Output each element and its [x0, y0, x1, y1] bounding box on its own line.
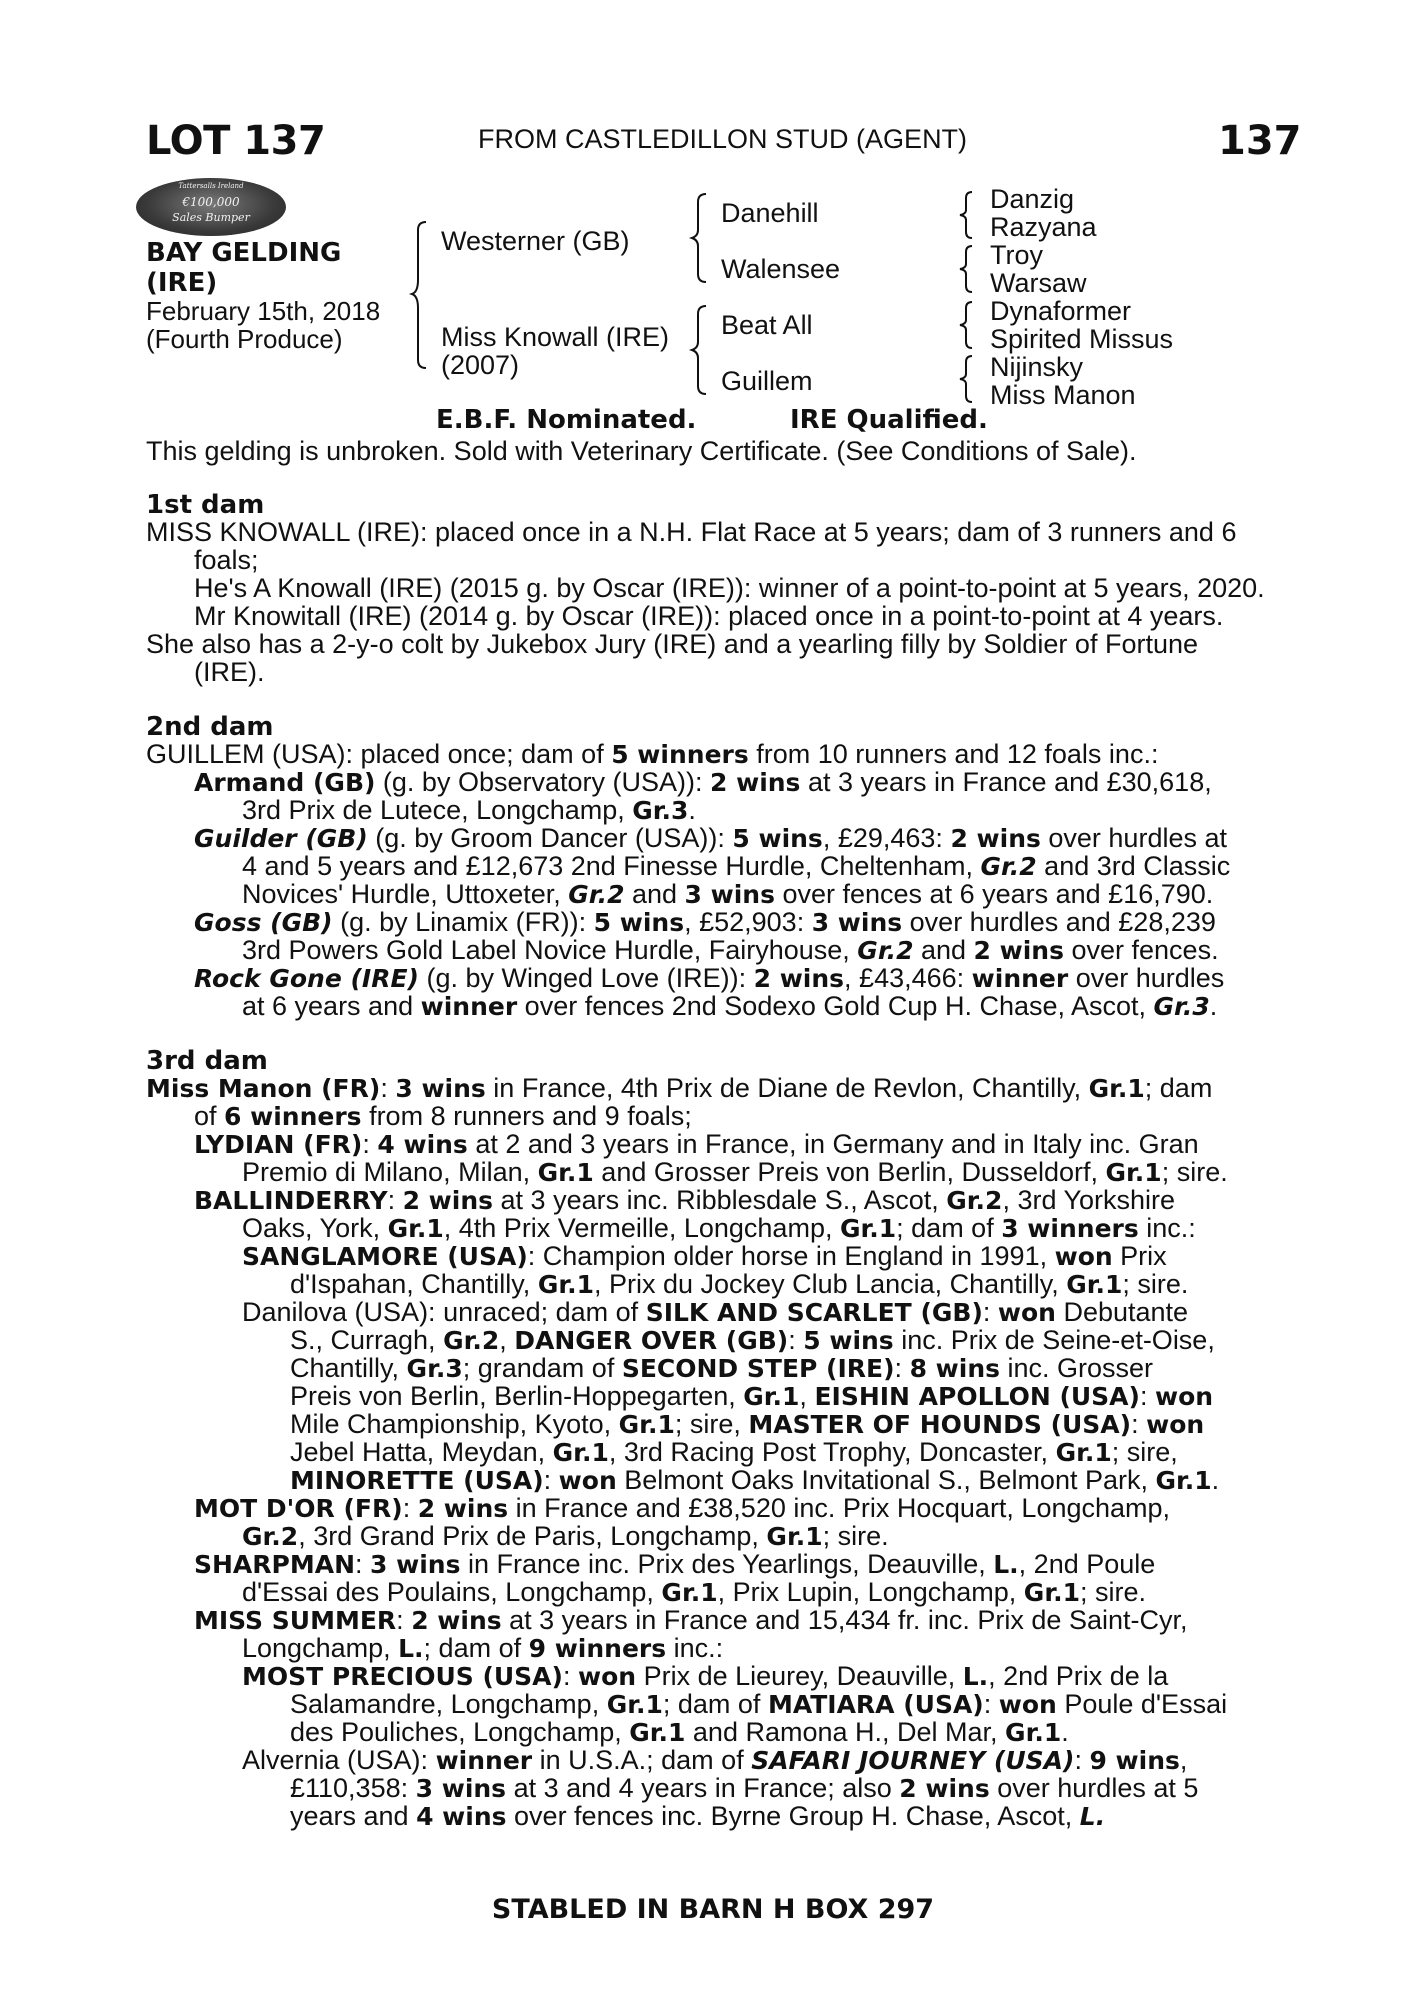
third-dam-line: years and 4 wins over fences inc. Byrne Group H. Chase, Ascot, L.: [290, 1801, 1106, 1831]
pedigree-bracket-sire: [692, 192, 712, 284]
third-dam-line: Mile Championship, Kyoto, Gr.1; sire, MASTER OF HOUNDS (USA): won: [290, 1409, 1205, 1439]
pedigree-g3-5: Dynaformer: [990, 296, 1132, 326]
ebf-nominated: E.B.F. Nominated.: [436, 405, 697, 435]
foaling-date: February 15th, 2018: [146, 296, 381, 326]
third-dam-line: Chantilly, Gr.3; grandam of SECOND STEP (IRE): 8 wins inc. Grosser: [290, 1353, 1154, 1383]
third-dam-line: MOST PRECIOUS (USA): won Prix de Lieurey, Deauville, L., 2nd Prix de la: [242, 1661, 1169, 1691]
pedigree-sire-sire: Danehill: [721, 198, 819, 228]
pedigree-sire: Westerner (GB): [441, 226, 630, 256]
third-dam-line: des Pouliches, Longchamp, Gr.1 and Ramona H., Del Mar, Gr.1.: [290, 1717, 1069, 1747]
third-dam-heading: 3rd dam: [146, 1046, 268, 1076]
third-dam-line: BALLINDERRY: 2 wins at 3 years inc. Ribblesdale S., Ascot, Gr.2, 3rd Yorkshire: [194, 1185, 1176, 1215]
third-dam-line: Premio di Milano, Milan, Gr.1 and Grosser Preis von Berlin, Dusseldorf, Gr.1; sire.: [242, 1157, 1228, 1187]
second-dam-line: 3rd Prix de Lutece, Longchamp, Gr.3.: [242, 795, 696, 825]
third-dam-line: S., Curragh, Gr.2, DANGER OVER (GB): 5 wins inc. Prix de Seine-et-Oise,: [290, 1325, 1215, 1355]
third-dam-line: Salamandre, Longchamp, Gr.1; dam of MATIARA (USA): won Poule d'Essai: [290, 1689, 1228, 1719]
third-dam-line: Miss Manon (FR): 3 wins in France, 4th Prix de Diane de Revlon, Chantilly, Gr.1; dam: [146, 1073, 1213, 1103]
third-dam-line: Preis von Berlin, Berlin-Hoppegarten, Gr.1, EISHIN APOLLON (USA): won: [290, 1381, 1214, 1411]
pedigree-g3-3: Troy: [990, 240, 1043, 270]
pedigree-g3-8: Miss Manon: [990, 380, 1136, 410]
sales-bumper-logo: [136, 178, 286, 236]
first-dam-line: She also has a 2-y-o colt by Jukebox Jury (IRE) and a yearling filly by Soldier of Fortune: [146, 629, 1198, 659]
pedigree-g3-1: Danzig: [990, 184, 1075, 214]
pedigree-bracket-dam: [692, 304, 712, 396]
ire-qualified: IRE Qualified.: [790, 405, 988, 435]
pedigree-dam-year: (2007): [441, 350, 520, 380]
third-dam-line: MINORETTE (USA): won Belmont Oaks Invitational S., Belmont Park, Gr.1.: [290, 1465, 1220, 1495]
logo-line-1: Tattersalls Ireland: [178, 182, 244, 190]
first-dam-line: Mr Knowitall (IRE) (2014 g. by Oscar (IRE)): placed once in a point-to-point at 4 years.: [194, 601, 1224, 631]
second-dam-line: 3rd Powers Gold Label Novice Hurdle, Fairyhouse, Gr.2 and 2 wins over fences.: [242, 935, 1219, 965]
pedigree-g3-4: Warsaw: [990, 268, 1087, 298]
second-dam-heading: 2nd dam: [146, 712, 274, 742]
pedigree-g3-7: Nijinsky: [990, 352, 1084, 382]
second-dam-line: Guilder (GB) (g. by Groom Dancer (USA)): 5 wins, £29,463: 2 wins over hurdles at: [194, 823, 1227, 853]
third-dam-line: LYDIAN (FR): 4 wins at 2 and 3 years in France, in Germany and in Italy inc. Gran: [194, 1129, 1199, 1159]
first-dam-line: (IRE).: [194, 657, 265, 687]
third-dam-line: £110,358: 3 wins at 3 and 4 years in France; also 2 wins over hurdles at 5: [290, 1773, 1199, 1803]
third-dam-line: SHARPMAN: 3 wins in France inc. Prix des Yearlings, Deauville, L., 2nd Poule: [194, 1549, 1156, 1579]
third-dam-line: Alvernia (USA): winner in U.S.A.; dam of SAFARI JOURNEY (USA): 9 wins,: [242, 1745, 1188, 1775]
third-dam-line: SANGLAMORE (USA): Champion older horse in England in 1991, won Prix: [242, 1241, 1167, 1271]
third-dam-line: MOT D'OR (FR): 2 wins in France and £38,520 inc. Prix Hocquart, Longchamp,: [194, 1493, 1171, 1523]
third-dam-line: MISS SUMMER: 2 wins at 3 years in France and 15,434 fr. inc. Prix de Saint-Cyr,: [194, 1605, 1188, 1635]
second-dam-line: GUILLEM (USA): placed once; dam of 5 winners from 10 runners and 12 foals inc.:: [146, 739, 1159, 769]
pedigree-dam: Miss Knowall (IRE): [441, 322, 670, 352]
third-dam-line: d'Essai des Poulains, Longchamp, Gr.1, Prix Lupin, Longchamp, Gr.1; sire.: [242, 1577, 1146, 1607]
second-dam-line: at 6 years and winner over fences 2nd Sodexo Gold Cup H. Chase, Ascot, Gr.3.: [242, 991, 1218, 1021]
third-dam-line: Danilova (USA): unraced; dam of SILK AND SCARLET (GB): won Debutante: [242, 1297, 1189, 1327]
pedigree-bracket-g2: [960, 244, 976, 294]
pedigree-g3-6: Spirited Missus: [990, 324, 1174, 354]
logo-line-2: €100,000: [182, 195, 240, 209]
second-dam-line: 4 and 5 years and £12,673 2nd Finesse Hurdle, Cheltenham, Gr.2 and 3rd Classic: [242, 851, 1231, 881]
pedigree-bracket-g1: [960, 190, 976, 240]
pedigree-bracket-g3: [960, 300, 976, 350]
horse-country: (IRE): [146, 268, 218, 298]
third-dam-line: Oaks, York, Gr.1, 4th Prix Vermeille, Longchamp, Gr.1; dam of 3 winners inc.:: [242, 1213, 1196, 1243]
third-dam-line: Gr.2, 3rd Grand Prix de Paris, Longchamp, Gr.1; sire.: [242, 1521, 889, 1551]
consignor: FROM CASTLEDILLON STUD (AGENT): [478, 124, 968, 154]
lot-number: 137: [1218, 118, 1302, 164]
first-dam-line: He's A Knowall (IRE) (2015 g. by Oscar (IRE)): winner of a point-to-point at 5 years, 2020.: [194, 573, 1265, 603]
first-dam-line: foals;: [194, 545, 259, 575]
second-dam-line: Armand (GB) (g. by Observatory (USA)): 2 wins at 3 years in France and £30,618,: [194, 767, 1212, 797]
horse-sex-colour: BAY GELDING: [146, 238, 342, 268]
third-dam-line: Longchamp, L.; dam of 9 winners inc.:: [242, 1633, 724, 1663]
produce-number: (Fourth Produce): [146, 324, 343, 354]
pedigree-dam-sire: Beat All: [721, 310, 813, 340]
horse-description: [146, 238, 341, 298]
second-dam-line: Novices' Hurdle, Uttoxeter, Gr.2 and 3 wins over fences at 6 years and £16,790.: [242, 879, 1214, 909]
unbroken-note: This gelding is unbroken. Sold with Veterinary Certificate. (See Conditions of Sale).: [146, 436, 1137, 466]
second-dam-line: Rock Gone (IRE) (g. by Winged Love (IRE)): 2 wins, £43,466: winner over hurdles: [194, 963, 1225, 993]
third-dam-line: d'Ispahan, Chantilly, Gr.1, Prix du Jockey Club Lancia, Chantilly, Gr.1; sire.: [290, 1269, 1189, 1299]
second-dam-line: Goss (GB) (g. by Linamix (FR)): 5 wins, £52,903: 3 wins over hurdles and £28,239: [194, 907, 1216, 937]
pedigree-dam-dam: Guillem: [721, 366, 813, 396]
pedigree-bracket-main: [412, 220, 432, 370]
horse-foaling: [146, 297, 380, 353]
lot-label: LOT 137: [146, 118, 326, 164]
stabling-location: STABLED IN BARN H BOX 297: [491, 1894, 935, 1925]
pedigree-bracket-g4: [960, 354, 976, 404]
third-dam-line: of 6 winners from 8 runners and 9 foals;: [194, 1101, 692, 1131]
first-dam-line: MISS KNOWALL (IRE): placed once in a N.H. Flat Race at 5 years; dam of 3 runners and 6: [146, 517, 1237, 547]
logo-line-3: Sales Bumper: [172, 211, 250, 224]
first-dam-heading: 1st dam: [146, 490, 265, 520]
pedigree-g3-2: Razyana: [990, 212, 1097, 242]
third-dam-line: Jebel Hatta, Meydan, Gr.1, 3rd Racing Post Trophy, Doncaster, Gr.1; sire,: [290, 1437, 1178, 1467]
pedigree-sire-dam: Walensee: [721, 254, 841, 284]
